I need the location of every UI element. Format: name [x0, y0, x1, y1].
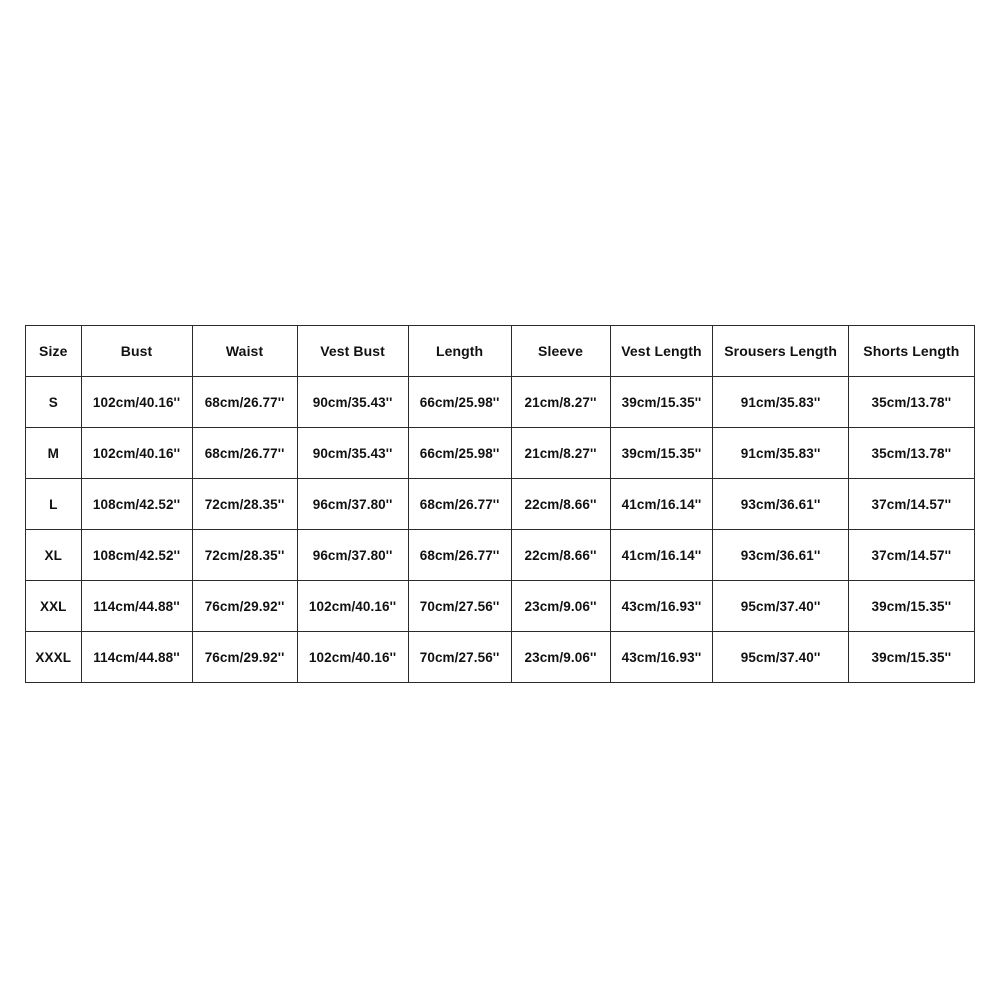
cell-sleeve: 22cm/8.66'' — [511, 530, 610, 581]
cell-shorts-length: 39cm/15.35'' — [848, 581, 974, 632]
cell-vest-bust: 90cm/35.43'' — [297, 377, 408, 428]
cell-vest-bust: 96cm/37.80'' — [297, 479, 408, 530]
cell-shorts-length: 39cm/15.35'' — [848, 632, 974, 683]
cell-shorts-length: 37cm/14.57'' — [848, 530, 974, 581]
cell-vest-length: 39cm/15.35'' — [610, 377, 713, 428]
table-row — [26, 377, 975, 428]
column-header-trousers-length: Srousers Length — [713, 326, 848, 377]
cell-length: 68cm/26.77'' — [408, 530, 511, 581]
cell-waist: 76cm/29.92'' — [192, 632, 297, 683]
cell-vest-length: 41cm/16.14'' — [610, 479, 713, 530]
cell-waist: 76cm/29.92'' — [192, 581, 297, 632]
table-header — [26, 326, 975, 377]
cell-sleeve: 21cm/8.27'' — [511, 377, 610, 428]
cell-waist: 72cm/28.35'' — [192, 479, 297, 530]
column-header-vest-bust: Vest Bust — [297, 326, 408, 377]
header-row — [26, 326, 975, 377]
cell-vest-length: 43cm/16.93'' — [610, 581, 713, 632]
cell-bust: 102cm/40.16'' — [81, 428, 192, 479]
cell-bust: 108cm/42.52'' — [81, 479, 192, 530]
cell-waist: 72cm/28.35'' — [192, 530, 297, 581]
cell-trousers-length: 95cm/37.40'' — [713, 632, 848, 683]
cell-size: L — [26, 479, 82, 530]
cell-vest-bust: 102cm/40.16'' — [297, 632, 408, 683]
cell-waist: 68cm/26.77'' — [192, 377, 297, 428]
cell-size: M — [26, 428, 82, 479]
cell-length: 66cm/25.98'' — [408, 428, 511, 479]
cell-size: XXXL — [26, 632, 82, 683]
table-row — [26, 428, 975, 479]
cell-bust: 114cm/44.88'' — [81, 581, 192, 632]
cell-shorts-length: 37cm/14.57'' — [848, 479, 974, 530]
cell-sleeve: 21cm/8.27'' — [511, 428, 610, 479]
cell-trousers-length: 93cm/36.61'' — [713, 479, 848, 530]
cell-vest-length: 43cm/16.93'' — [610, 632, 713, 683]
cell-length: 68cm/26.77'' — [408, 479, 511, 530]
cell-size: XL — [26, 530, 82, 581]
cell-shorts-length: 35cm/13.78'' — [848, 377, 974, 428]
cell-waist: 68cm/26.77'' — [192, 428, 297, 479]
column-header-vest-length: Vest Length — [610, 326, 713, 377]
column-header-length: Length — [408, 326, 511, 377]
cell-trousers-length: 93cm/36.61'' — [713, 530, 848, 581]
column-header-sleeve: Sleeve — [511, 326, 610, 377]
column-header-shorts-length: Shorts Length — [848, 326, 974, 377]
cell-length: 70cm/27.56'' — [408, 581, 511, 632]
cell-trousers-length: 91cm/35.83'' — [713, 377, 848, 428]
cell-shorts-length: 35cm/13.78'' — [848, 428, 974, 479]
column-header-waist: Waist — [192, 326, 297, 377]
cell-vest-length: 39cm/15.35'' — [610, 428, 713, 479]
cell-vest-bust: 90cm/35.43'' — [297, 428, 408, 479]
cell-vest-length: 41cm/16.14'' — [610, 530, 713, 581]
cell-bust: 102cm/40.16'' — [81, 377, 192, 428]
cell-sleeve: 23cm/9.06'' — [511, 632, 610, 683]
cell-vest-bust: 102cm/40.16'' — [297, 581, 408, 632]
table-body — [26, 377, 975, 683]
cell-length: 66cm/25.98'' — [408, 377, 511, 428]
column-header-size: Size — [26, 326, 82, 377]
size-chart-container — [25, 325, 975, 683]
cell-size: S — [26, 377, 82, 428]
table-row — [26, 632, 975, 683]
cell-bust: 114cm/44.88'' — [81, 632, 192, 683]
cell-vest-bust: 96cm/37.80'' — [297, 530, 408, 581]
cell-trousers-length: 95cm/37.40'' — [713, 581, 848, 632]
cell-length: 70cm/27.56'' — [408, 632, 511, 683]
cell-trousers-length: 91cm/35.83'' — [713, 428, 848, 479]
cell-size: XXL — [26, 581, 82, 632]
size-chart-table — [25, 325, 975, 683]
table-row — [26, 581, 975, 632]
cell-sleeve: 23cm/9.06'' — [511, 581, 610, 632]
cell-bust: 108cm/42.52'' — [81, 530, 192, 581]
cell-sleeve: 22cm/8.66'' — [511, 479, 610, 530]
column-header-bust: Bust — [81, 326, 192, 377]
table-row — [26, 530, 975, 581]
table-row — [26, 479, 975, 530]
